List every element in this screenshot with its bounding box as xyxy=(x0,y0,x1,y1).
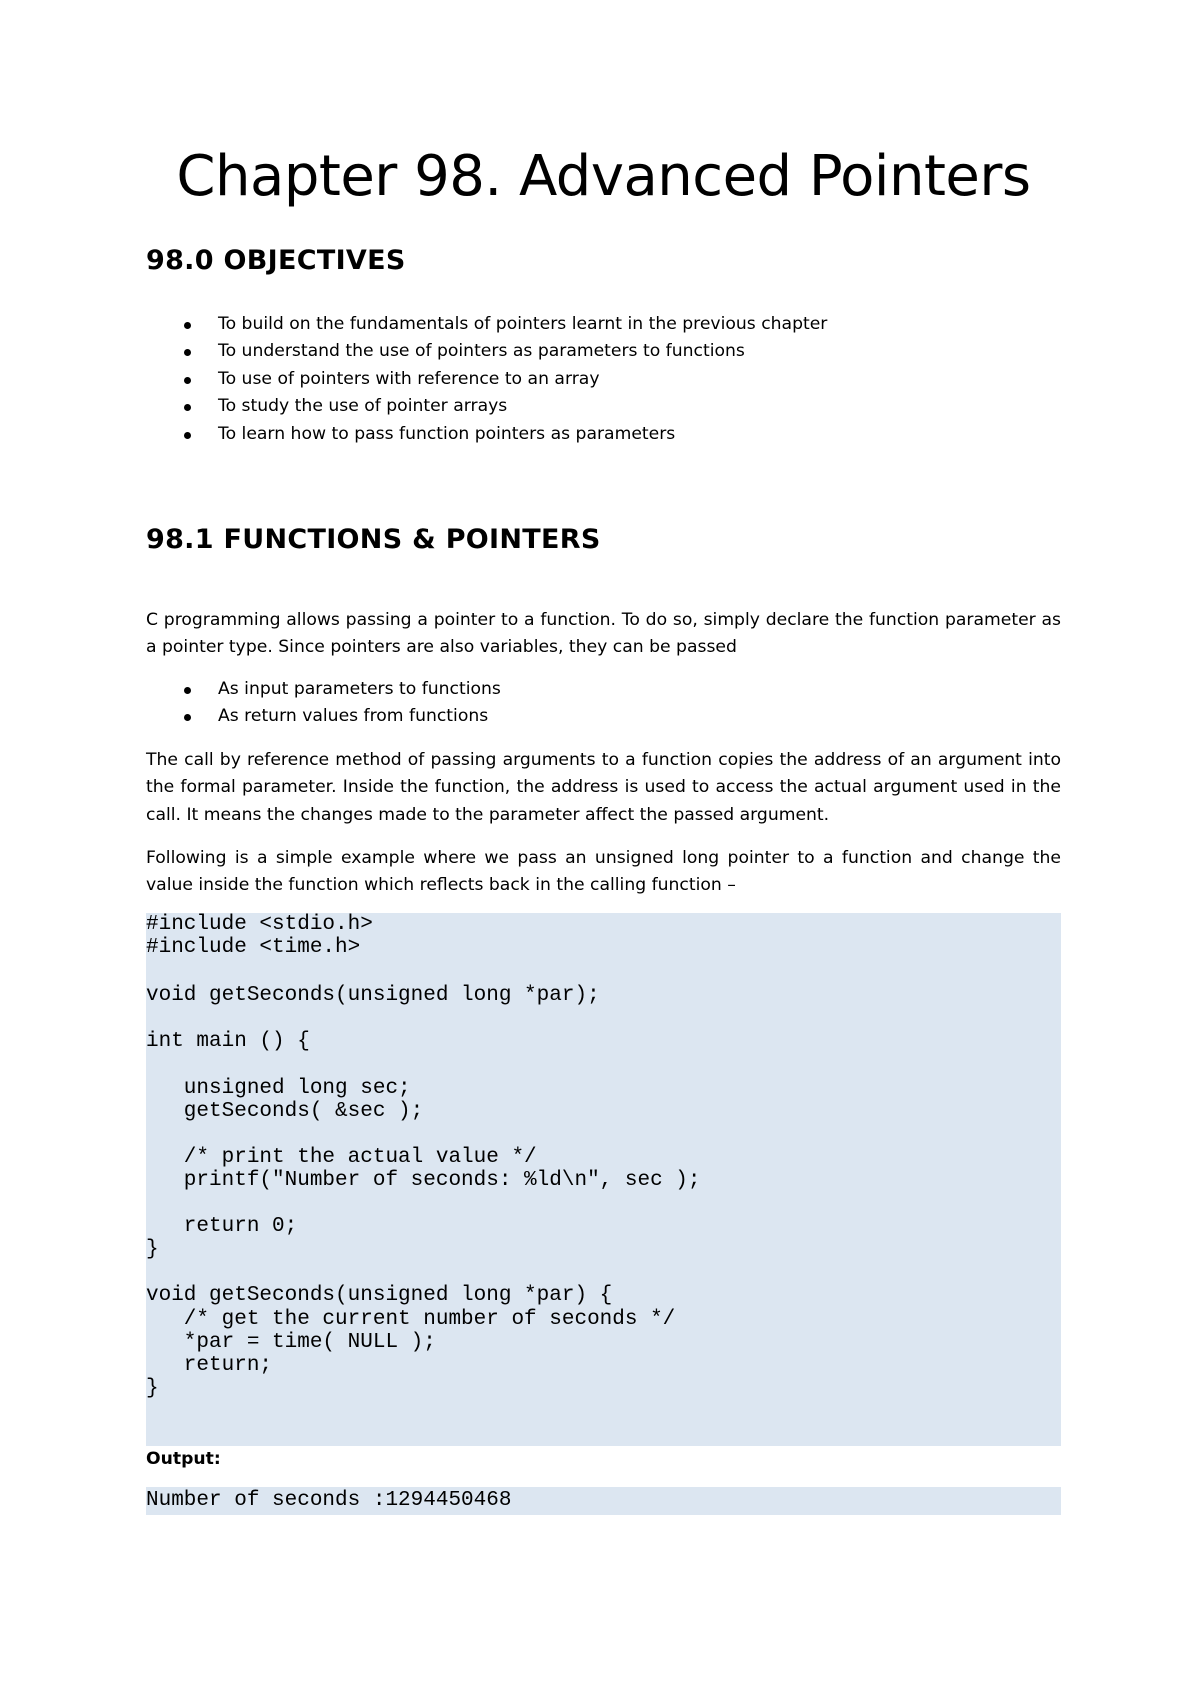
list-item xyxy=(146,338,827,365)
objectives-list xyxy=(146,311,827,448)
list-item xyxy=(146,366,827,393)
objectives-heading: 98.0 OBJECTIVES xyxy=(146,245,406,276)
list-item xyxy=(146,676,501,703)
code-line: getSeconds( &sec ); xyxy=(146,1100,424,1123)
list-item-text: To use of pointers with reference to an array xyxy=(218,368,600,389)
list-item xyxy=(146,703,501,730)
bullet-icon xyxy=(184,404,191,411)
bullet-icon xyxy=(184,349,191,356)
code-line: *par = time( NULL ); xyxy=(146,1331,436,1354)
bullet-icon xyxy=(184,687,191,694)
list-item-text: To study the use of pointer arrays xyxy=(218,396,508,417)
code-line: /* get the current number of seconds */ xyxy=(146,1308,676,1331)
code-line: #include <time.h> xyxy=(146,936,361,959)
list-item-text: As return values from functions xyxy=(218,706,489,727)
chapter-title: Chapter 98. Advanced Pointers xyxy=(176,144,1031,209)
bullet-icon xyxy=(184,432,191,439)
code-line: printf("Number of seconds: %ld\n", sec ); xyxy=(146,1169,701,1192)
code-line: } xyxy=(146,1238,159,1261)
example-intro-paragraph: Following is a simple example where we pass an unsigned long pointer to a function and change the value inside the function which reflects back in the calling function – xyxy=(146,848,1061,896)
code-line: void getSeconds(unsigned long *par) { xyxy=(146,1284,613,1307)
output-text: Number of seconds :1294450468 xyxy=(146,1489,512,1512)
code-line: void getSeconds(unsigned long *par); xyxy=(146,984,600,1007)
code-line: return 0; xyxy=(146,1215,298,1238)
list-item xyxy=(146,421,827,448)
code-line: return; xyxy=(146,1354,273,1377)
code-line: #include <stdio.h> xyxy=(146,913,373,936)
output-label: Output: xyxy=(146,1449,221,1469)
code-line: unsigned long sec; xyxy=(146,1077,411,1100)
intro-paragraph: C programming allows passing a pointer to a function. To do so, simply declare the function parameter as a pointer type. Since pointers are also variables, they can be passed xyxy=(146,610,1061,658)
list-item-text: To build on the fundamentals of pointers learnt in the previous chapter xyxy=(218,314,828,334)
bullet-icon xyxy=(184,322,191,329)
functions-heading: 98.1 FUNCTIONS & POINTERS xyxy=(146,524,601,555)
bullet-icon xyxy=(184,377,191,384)
call-by-reference-paragraph: The call by reference method of passing arguments to a function copies the address of an argument into the formal parameter. Inside the function, the address is used to access the actual argument used in the call. It means the changes made to the parameter affect the passed argument. xyxy=(146,750,1061,825)
code-line: /* print the actual value */ xyxy=(146,1146,537,1169)
list-item-text: As input parameters to functions xyxy=(218,679,501,699)
list-item-text: To learn how to pass function pointers as parameters xyxy=(218,423,676,444)
code-line: } xyxy=(146,1377,159,1400)
list-item-text: To understand the use of pointers as parameters to functions xyxy=(218,341,745,362)
code-block xyxy=(146,913,1061,1446)
code-line: int main () { xyxy=(146,1030,310,1053)
list-item xyxy=(146,393,827,420)
output-block xyxy=(146,1487,1061,1515)
pass-modes-list xyxy=(146,676,501,731)
list-item xyxy=(146,311,827,338)
bullet-icon xyxy=(184,714,191,721)
